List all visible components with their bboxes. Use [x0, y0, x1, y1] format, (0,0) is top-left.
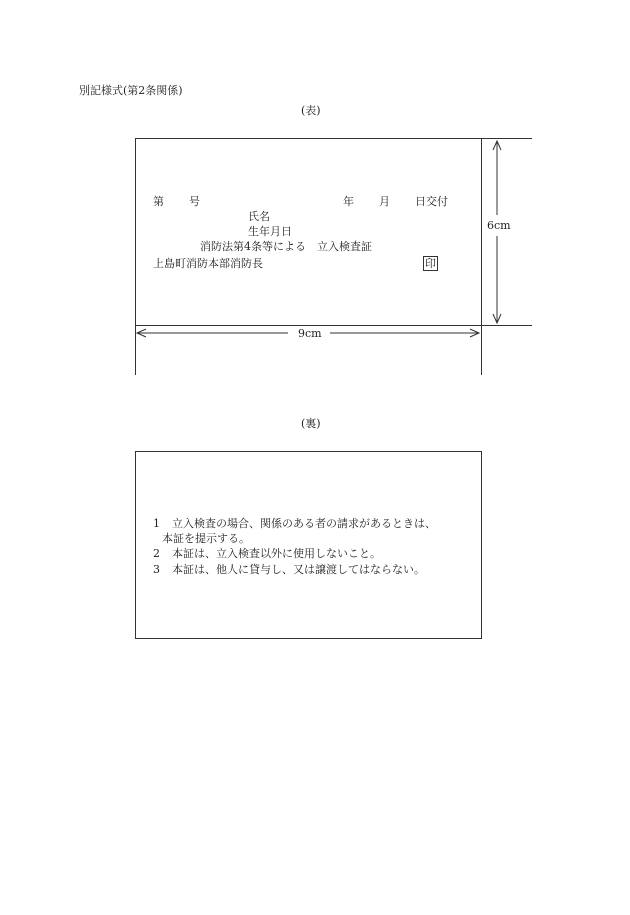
date-month: 月: [379, 195, 390, 208]
back-card: [135, 451, 482, 639]
back-side-label: (裏): [301, 417, 321, 430]
back-item-1-number: 1: [153, 517, 160, 530]
certificate-title: 消防法第4条等による 立入検査証: [200, 240, 372, 253]
height-dimension-label: 6cm: [487, 219, 511, 232]
birthdate-label: 生年月日: [248, 225, 292, 238]
name-label: 氏名: [248, 210, 270, 223]
back-item-2-number: 2: [153, 547, 160, 560]
back-item-3-text: 本証は、他人に貸与し、又は譲渡してはならない。: [172, 563, 425, 576]
front-side-label: (表): [301, 104, 321, 117]
width-dimension-label: 9cm: [298, 327, 322, 340]
form-heading: 別記様式(第2条関係): [79, 84, 183, 97]
date-issued: 日交付: [415, 195, 448, 208]
back-item-3-number: 3: [153, 563, 160, 576]
date-year: 年: [343, 195, 354, 208]
number-suffix: 号: [189, 195, 200, 208]
number-prefix: 第: [153, 195, 164, 208]
back-item-1-text: 立入検査の場合、関係のある者の請求があるときは、: [172, 517, 436, 530]
back-item-1-continuation: 本証を提示する。: [162, 532, 250, 545]
official-seal: 印: [425, 257, 436, 270]
issuer-name: 上島町消防本部消防長: [153, 257, 263, 270]
back-item-2-text: 本証は、立入検査以外に使用しないこと。: [172, 547, 381, 560]
